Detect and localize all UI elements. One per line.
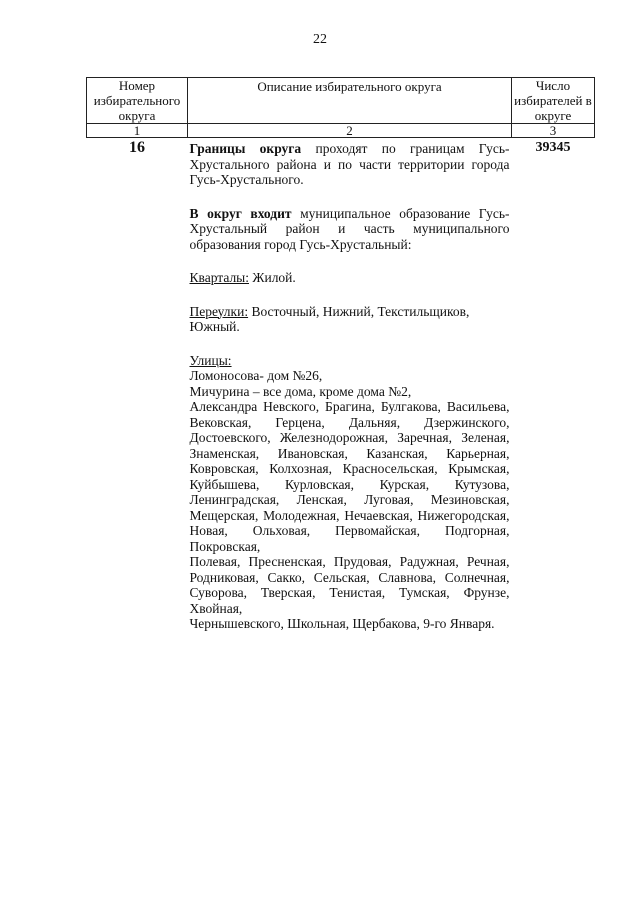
column-number-2: 2 (188, 124, 512, 138)
streets-paragraph (190, 353, 510, 632)
column-number-row (87, 124, 595, 138)
borders-label: Границы округа (189, 141, 302, 156)
header-voter-count: Число избирателей в округе (512, 78, 595, 124)
includes-text: муниципальное образование Гусь-Хрустальный район и часть муниципального образования город Гусь-Хрустальный: (189, 205, 510, 252)
header-district-description: Описание избирательного округа (188, 78, 512, 124)
street-line: Суворова, Тверская, Тенистая, Тумская, Фрунзе, Хвойная, (189, 585, 510, 616)
street-line: Мещерская, Молодежная, Нечаевская, Нижегородская, (189, 507, 510, 523)
street-line: Достоевского, Железнодорожная, Заречная, Зеленая, (189, 430, 510, 445)
district-table (86, 77, 595, 632)
street-line: Вековская, Герцена, Дальняя, Дзержинского, (189, 414, 510, 430)
table-row (87, 138, 595, 632)
street-line: Родниковая, Сакко, Сельская, Славнова, Солнечная, (189, 569, 510, 585)
district-description (188, 138, 512, 632)
street-line: Куйбышева, Курловская, Курская, Кутузова, (189, 476, 510, 492)
borders-paragraph (190, 141, 510, 188)
street-line: Ковровская, Колхозная, Красносельская, Крымская, (189, 461, 510, 476)
quarters-text: Жилой. (249, 270, 296, 285)
lanes-label: Переулки: (189, 303, 249, 319)
includes-paragraph (190, 206, 510, 253)
street-line: Новая, Ольховая, Первомайская, Подгорная, Покровская, (189, 523, 510, 554)
street-line: Мичурина – все дома, кроме дома №2, (189, 383, 412, 399)
quarters-label: Кварталы: (189, 270, 249, 285)
column-number-1: 1 (87, 124, 188, 138)
lanes-paragraph (190, 304, 510, 335)
street-line: Ленинградская, Ленская, Луговая, Мезиновская, (189, 492, 510, 507)
street-line: Знаменская, Ивановская, Казанская, Карьерная, (189, 445, 510, 461)
table-header-row (87, 78, 595, 124)
street-line: Александра Невского, Брагина, Булгакова, Васильева, (189, 399, 510, 414)
lanes-text: Восточный, Нижний, Текстильщиков, Южный. (189, 303, 470, 334)
borders-text: проходят по границам Гусь-Хрустального района и по части территории города Гусь-Хрустального. (189, 141, 510, 187)
streets-label: Улицы: (189, 352, 232, 368)
voter-count: 39345 (535, 140, 571, 155)
street-line: Чернышевского, Школьная, Щербакова, 9-го Января. (189, 616, 495, 631)
district-number: 16 (129, 139, 145, 156)
street-line: Полевая, Пресненская, Прудовая, Радужная, Речная, (189, 554, 510, 569)
header-district-number: Номер избирательного округа (87, 78, 188, 124)
page-number: 22 (313, 32, 327, 47)
column-number-3: 3 (512, 124, 595, 138)
quarters-paragraph (190, 270, 510, 286)
street-line: Ломоносова- дом №26, (189, 368, 323, 383)
includes-label: В округ входит (189, 205, 292, 221)
